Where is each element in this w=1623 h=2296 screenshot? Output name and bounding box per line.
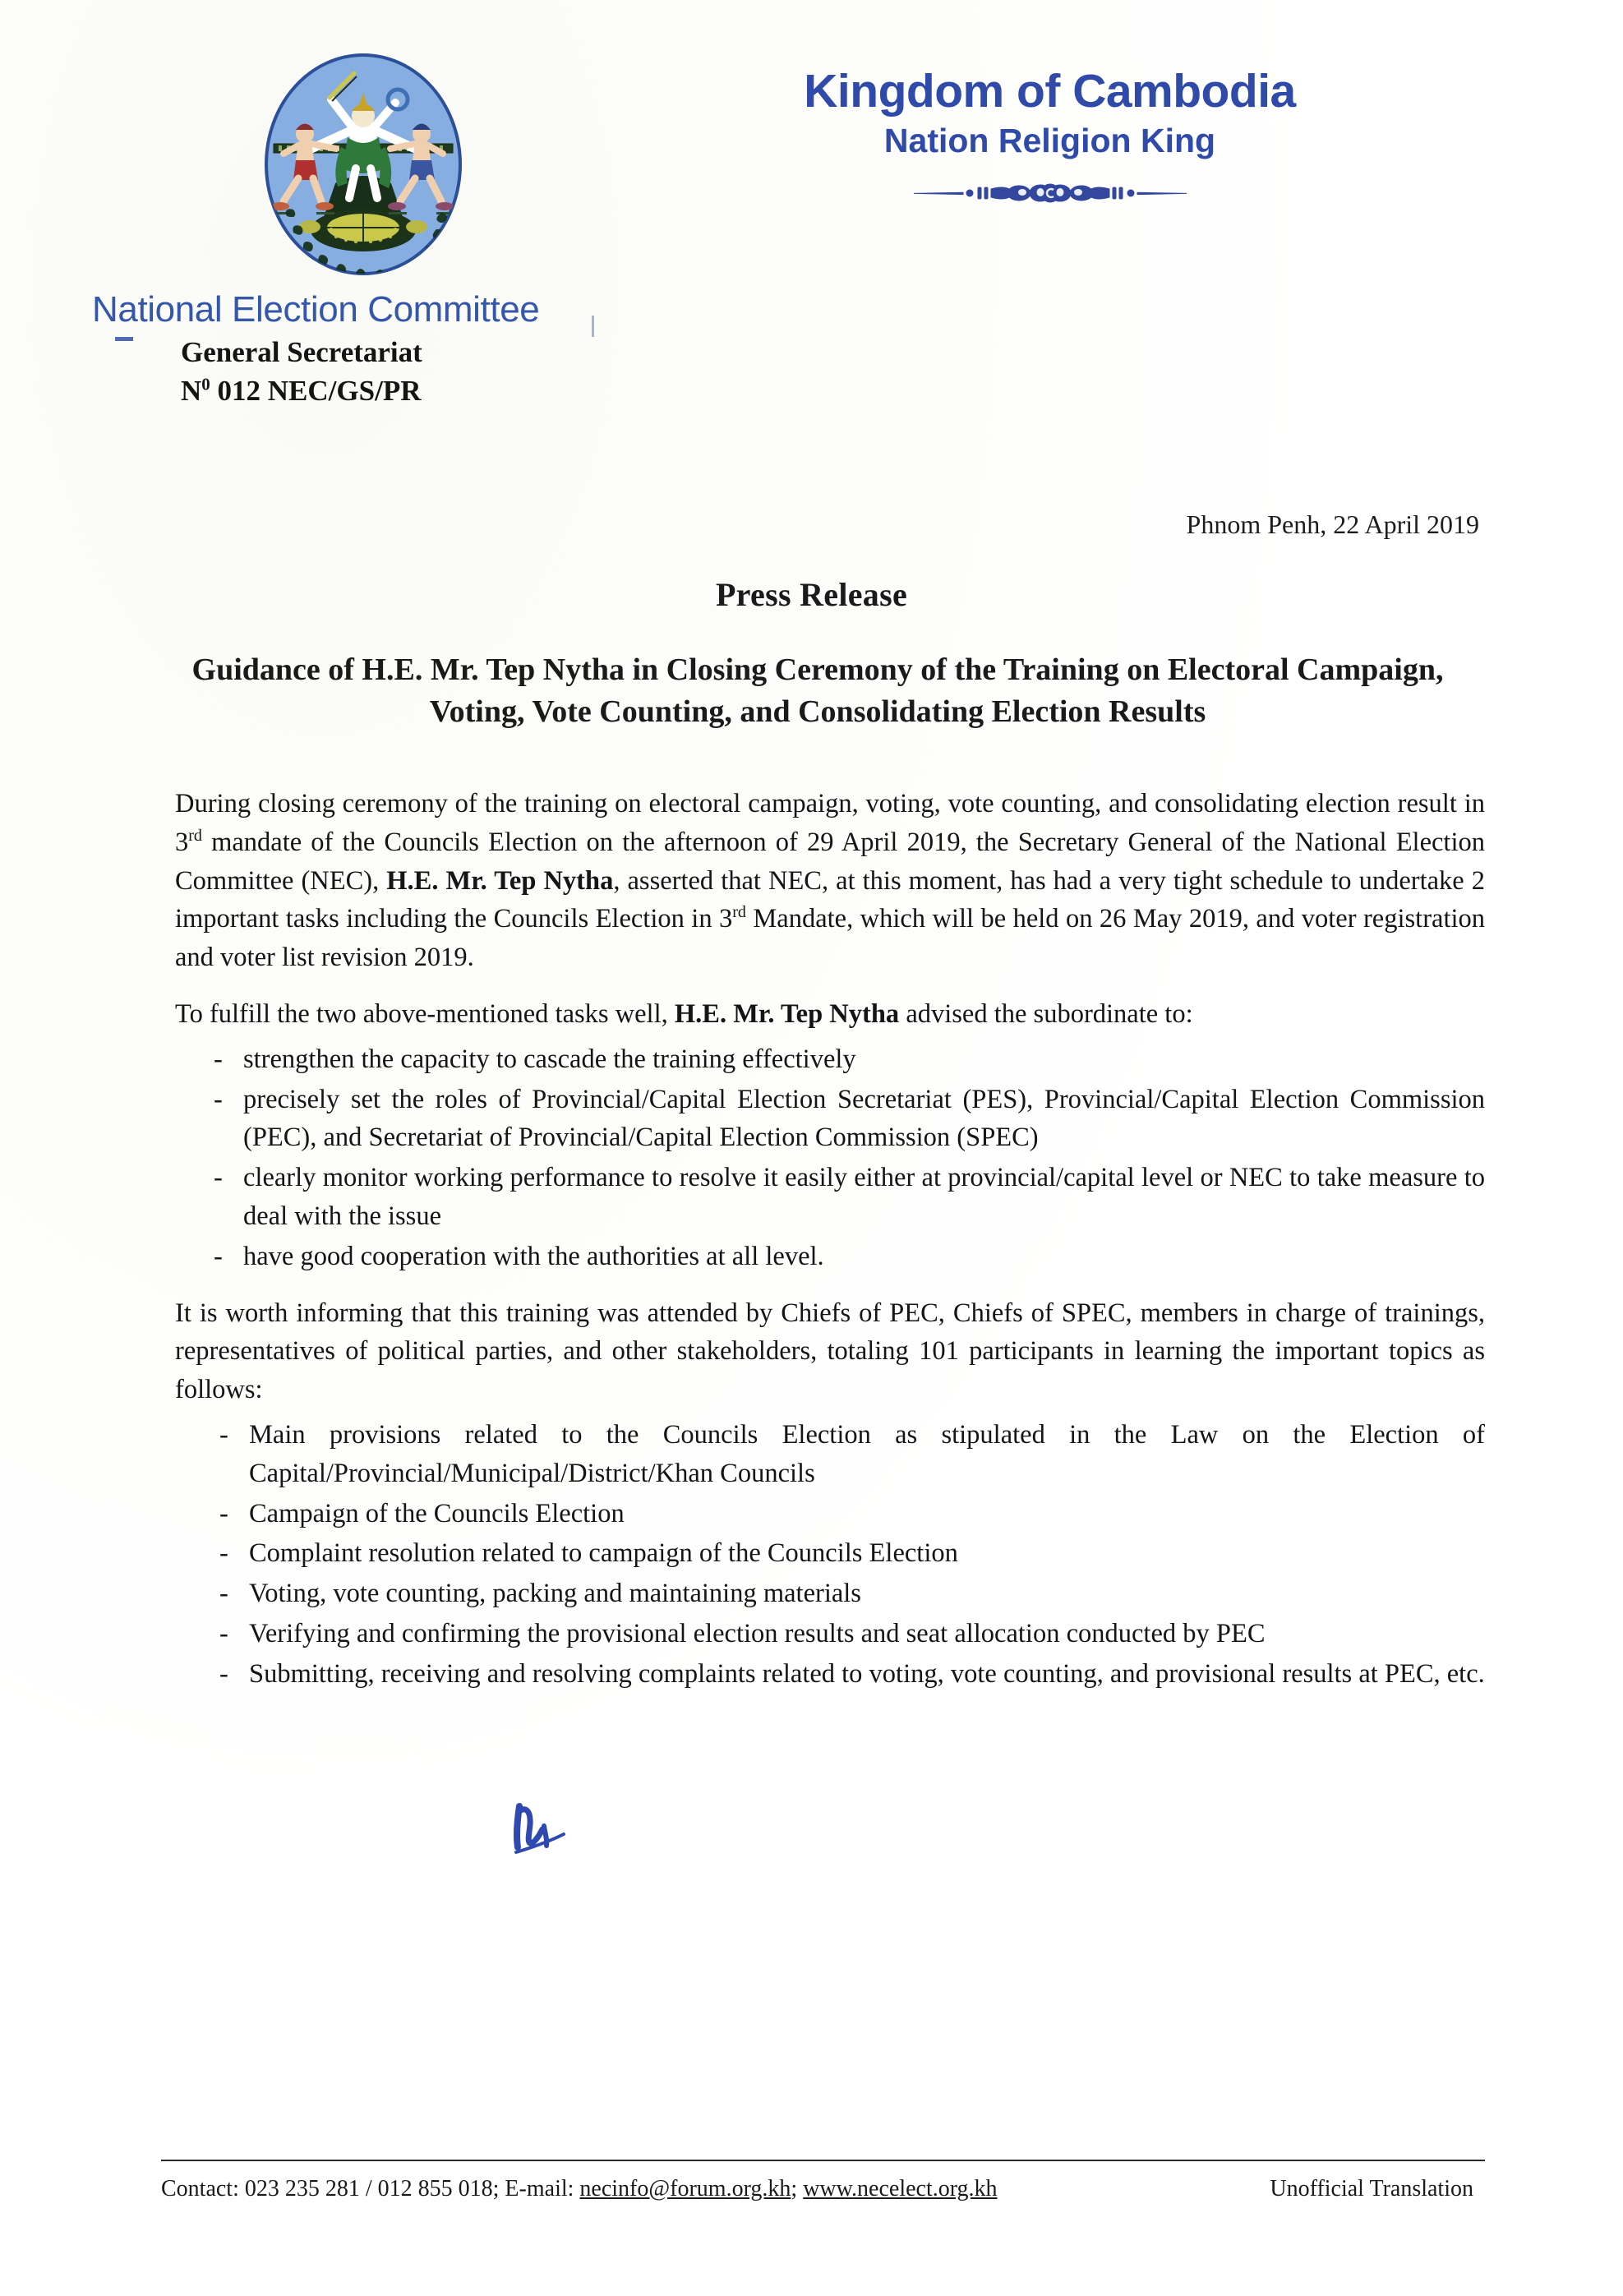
footer-separator: ;: [791, 2176, 804, 2201]
footer-contact-label: Contact: 023 235 281 / 012 855 018; E-mail:: [161, 2176, 580, 2201]
advice-list: [175, 1040, 1485, 1276]
bullet-dash-icon: -: [219, 1618, 228, 1648]
khmer-ornamental-divider-icon: [911, 182, 1190, 204]
p1-seg2: mandate of the Councils Election on the afternoon of 29 April 2019, the Secretary General of the National Election Committee (NEC),: [175, 827, 1485, 896]
bullet-dash-icon: -: [214, 1241, 223, 1271]
p1-seg4: Mandate, which will be held on 26 May 2019, and voter registration and voter list revision 2019.: [175, 904, 1486, 973]
list-item-text: Submitting, receiving and resolving complaints related to voting, vote counting, and provisional results at PEC, etc.: [249, 1658, 1485, 1689]
document-title-line-1: Guidance of H.E. Mr. Tep Nytha in Closing Ceremony of the Training on: [191, 652, 1160, 687]
kingdom-title: Kingdom of Cambodia: [804, 65, 1296, 118]
list-item-text: precisely set the roles of Provincial/Capital Election Secretariat (PES), Provincial/Capital Election Commission (PEC), and Secretariat of Provincial/Capital Election Commission (SPEC): [243, 1084, 1485, 1153]
list-item: [218, 1495, 1485, 1533]
paragraph-1: [175, 785, 1485, 977]
footer-website-link[interactable]: www.necelect.org.kh: [803, 2176, 998, 2201]
list-item: [218, 1416, 1485, 1493]
footer-divider: [161, 2160, 1485, 2161]
list-item: [218, 1574, 1485, 1613]
list-item-text: clearly monitor working performance to resolve it easily either at provincial/capital level or NEC to take measure to deal with the issue: [243, 1163, 1485, 1231]
list-item-text: have good cooperation with the authorities at all level.: [243, 1241, 824, 1271]
handwritten-initial-signature: [508, 1793, 606, 1883]
p1-bold-name: H.E. Mr. Tep Nytha: [386, 865, 614, 896]
bullet-dash-icon: -: [219, 1579, 228, 1609]
kingdom-subtitle: Nation Religion King: [883, 122, 1216, 160]
unofficial-translation-note: Unofficial Translation: [1270, 2176, 1473, 2201]
p1-seg3: , asserted that NEC, at this moment, has had a very tight schedule to undertake 2 important tasks including the Councils Election in 3: [175, 865, 1485, 934]
stray-pen-tick-icon: [592, 316, 594, 337]
reference-superscript: 0: [201, 374, 210, 394]
list-item-text: Verifying and confirming the provisional election results and seat allocation conducted by PEC: [249, 1618, 1266, 1648]
p2-seg1: To fulfill the two above-mentioned tasks well,: [175, 998, 675, 1029]
list-item: [212, 1040, 1485, 1079]
bullet-dash-icon: -: [219, 1658, 228, 1689]
topics-list: [175, 1416, 1485, 1694]
list-item-text: Complaint resolution related to campaign of the Councils Election: [249, 1538, 958, 1569]
national-election-committee-emblem: [251, 45, 477, 284]
bullet-dash-icon: -: [219, 1419, 228, 1450]
bullet-dash-icon: -: [219, 1498, 228, 1528]
date-line: Phnom Penh, 22 April 2019: [1186, 509, 1479, 539]
press-release-heading: Press Release: [715, 576, 908, 613]
p2-seg2: advised the subordinate to:: [899, 998, 1193, 1029]
list-item: [212, 1159, 1485, 1236]
bullet-dash-icon: -: [214, 1084, 223, 1114]
footer-contact-line: [161, 2176, 998, 2202]
bullet-dash-icon: -: [214, 1163, 223, 1193]
p2-bold-name: H.E. Mr. Tep Nytha: [674, 998, 900, 1029]
kingdom-header-block: [575, 67, 1524, 204]
bullet-dash-icon: -: [214, 1044, 223, 1074]
department-name: General Secretariat: [181, 336, 422, 369]
document-title: [177, 649, 1459, 733]
document-header: [0, 0, 1623, 271]
list-item: [212, 1081, 1485, 1158]
list-item: [218, 1615, 1485, 1653]
footer-email-link[interactable]: necinfo@forum.org.kh: [579, 2176, 791, 2201]
reference-prefix: N: [181, 375, 202, 408]
list-item-text: Main provisions related to the Councils Election as stipulated in the Law on the Election of Capital/Provincial/Municipal/District/Khan Councils: [249, 1419, 1485, 1488]
list-item: [212, 1238, 1485, 1276]
document-footer: [161, 2176, 1485, 2202]
paragraph-3: It is worth informing that this training was attended by Chiefs of PEC, Chiefs of SPEC, members in charge of trainings, representatives of political parties, and other stakeholders, totaling 101 participants in learning the important topics as follows:: [175, 1298, 1485, 1405]
bullet-dash-icon: -: [219, 1538, 228, 1569]
p1-sup-rd-2: rd: [732, 903, 746, 922]
reference-value: 012 NEC/GS/PR: [217, 375, 422, 408]
document-body: [175, 785, 1485, 1695]
letterhead-block: [92, 289, 832, 408]
list-item: [218, 1655, 1485, 1694]
paragraph-2: [175, 995, 1485, 1034]
list-item-text: strengthen the capacity to cascade the training effectively: [243, 1044, 856, 1074]
p1-sup-rd-1: rd: [188, 826, 202, 845]
organization-name: National Election Committee: [92, 289, 540, 330]
list-item-text: Voting, vote counting, packing and maintaining materials: [249, 1579, 861, 1609]
reference-number: [181, 374, 832, 408]
list-item: [218, 1534, 1485, 1573]
list-item-text: Campaign of the Councils Election: [249, 1498, 625, 1528]
stray-dash-mark-icon: [115, 337, 133, 341]
p1-seg1: During closing ceremony of the training on electoral campaign, voting, vote counting, and consolidating election result in 3: [175, 789, 1485, 857]
document-title-line-2: Electoral Campaign, Voting, Vote Counting, and Consolidating Election Results: [429, 652, 1444, 729]
